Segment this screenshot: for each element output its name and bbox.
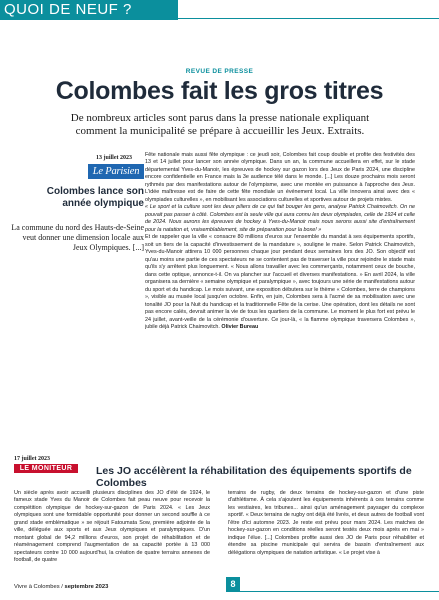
article-standfirst: De nombreux articles sont parus dans la presse nationale expliquant comment la municipalité se prépare à accueillir les Jeux. Extraits. (70, 112, 370, 137)
parisien-article-body (145, 152, 415, 452)
body-paragraph: terrains de rugby, de deux terrains de hockey-sur-gazon et d'une piste d'athlétisme. À cela s'ajoutent les équipements inhérents à ces terrains comme les vestiaires, les tribunes... ainsi qu'un aménagement paysager du complexe sportif. « Deux terrains de rugby ont déjà été livrés, et deux autres de football vont l'être d'ici automne 2023. Je reste est prévu pour mars 2024. Les matches de hockey-sur-gazon en conditions réelles seront testés deux mois après en mai » indique l'élue. [...] Colombes profite aussi des JO de Paris pour réhabiliter et étendre sa piscine municipale qui servira de bassin d'entraînement aux délégations olympiques de natation artistique. « Le projet vise à (228, 490, 424, 556)
article-headline: Colombes fait les gros titres (55, 77, 384, 105)
article-kicker: REVUE DE PRESSE (185, 68, 254, 75)
body-paragraph: Un siècle après avoir accueilli plusieurs disciplines des JO d'été de 1924, le fameux stade Yves du Manoir de Colombes fait peau neuve pour recevoir la compétition olympique de hockey-sur-gazon de Paris 2024. « Les Jeux olympiques sont une formidable opportunité pour donner un second souffle à ce grand stade emblématique » se réjouit Fatoumata Sow, première adjointe de la ville, déléguée aux sports et aux Jeux olympiques et paralympiques. D'un montant global de 94,2 millions d'euros, son projet de réhabilitation et de réaménagement comprend l'augmentation de sa capacité portée à 13 000 spectateurs contre 10 000 aujourd'hui, la création de quatre terrains annexes de football, de quatre (14, 490, 210, 564)
article-signature: Olivier Bureau (221, 324, 259, 331)
moniteur-body-right (228, 490, 424, 574)
le-parisien-logo: Le Parisien (88, 164, 144, 179)
body-paragraph-quote: « Le sport et la culture sont les deux piliers de ce qui fait bouger les gens, analyse Patrick Chaimovitch. On ne pouvait pas passer à côté. Colombes est la seule ville qui aura connu les deux olympiades, celle de 1924 et celle de 2024. Nous aurons les épreuves de hockey à Yves-du-Manoir mais nous serons aussi site d'entraînement pour la natation et, vraisemblablement, site de préparation pour la boxe! » (145, 204, 415, 233)
le-moniteur-logo: LE MONITEUR (14, 464, 78, 473)
section-rubric-bar (0, 0, 178, 20)
moniteur-body-left (14, 490, 210, 574)
parisien-article-summary: La commune du nord des Hauts-de-Seine veut donner une dimension locale aux Jeux Olympiques. [...] (11, 223, 144, 252)
parisien-article-title: Colombes lance son année olympique (46, 186, 144, 209)
section-rubric-title: QUOI DE NEUF ? (4, 1, 132, 18)
footer-issue: septembre 2023 (64, 584, 109, 590)
moniteur-date: 17 juillet 2023 (14, 456, 50, 462)
body-paragraph: Fête nationale mais aussi fête olympique : ce jeudi soir, Colombes fait coup double et profite des festivités des 13 et 14 juillet pour lancer son année olympique. Dans un an, la commune accueillera en effet, sur le stade départemental Yves-du-Manoir, les épreuves de hockey sur gazon lors des Jeux de Paris 2024, une discipline encore confidentielle en France mais la 3e audience télé dans le monde. [...] Les douze prochains mois seront rythmés par des manifestations autour de l'olympisme, avec une montée en puissance à l'approche des Jeux. L'idée maîtresse est de faire de cette fête mondiale un événement local. La ville innovera ainsi avec des « olympiades culturelles », en mobilisant les associations culturelles et sportives autour de projets mixtes. (145, 152, 415, 203)
parisien-date: 13 juillet 2023 (96, 155, 132, 161)
footer-publication: Vivre à Colombes / septembre 2023 (14, 584, 109, 590)
moniteur-article-title: Les JO accélèrent la réhabilitation des équipements sportifs de Colombes (96, 465, 412, 489)
body-paragraph: Et de rappeler que la ville « consacre 80 millions d'euros sur l'ensemble du mandat à ses équipements sportifs, soit un tiers de la capacité d'investissement de la mandature », souligne le maire. Selon Patrick Chaimovitch, Yves-du-Manoir attirera 10 000 personnes chaque jour pendant deux semaines lors des JO. Son objectif est qu'au moins une partie de ces spectateurs ne se contentent pas de traverser la ville pour rejoindre le stade mais qu'ils s'y arrêtent plus longuement. « Nous allons travailler avec les commerçants, notamment ceux de bouche, dans cette optique, annonce-t-il. On va plancher sur l'accueil et diverses manifestations. » En avril 2024, la ville organisera sa dernière « semaine olympique et paralympique », avec toujours une série de manifestations autour du sport et du handicap. Le mois suivant, une exposition débutera sur le thème « Colombes, terre de champions », visible au musée local jusqu'en octobre. Enfin, en juin, Colombes sera à l'acmé de sa mobilisation avec une tonalité JO pour la Nuit du handicap et la traditionnelle Fête de la cerise. Une opération, dont les détails ne sont pas encore calés, devrait animer la vie de tous les quartiers de la commune. Le moment le plus fort est prévu le 24 juillet, avant-veille de la cérémonie d'ouverture. Ce jour-là, « la flamme olympique traversera Colombes », jubile déjà Patrick Chaimovitch. Olivier Bureau (145, 234, 415, 331)
rubric-divider (178, 18, 439, 19)
footer-divider (240, 591, 439, 592)
page-number: 8 (226, 577, 240, 592)
